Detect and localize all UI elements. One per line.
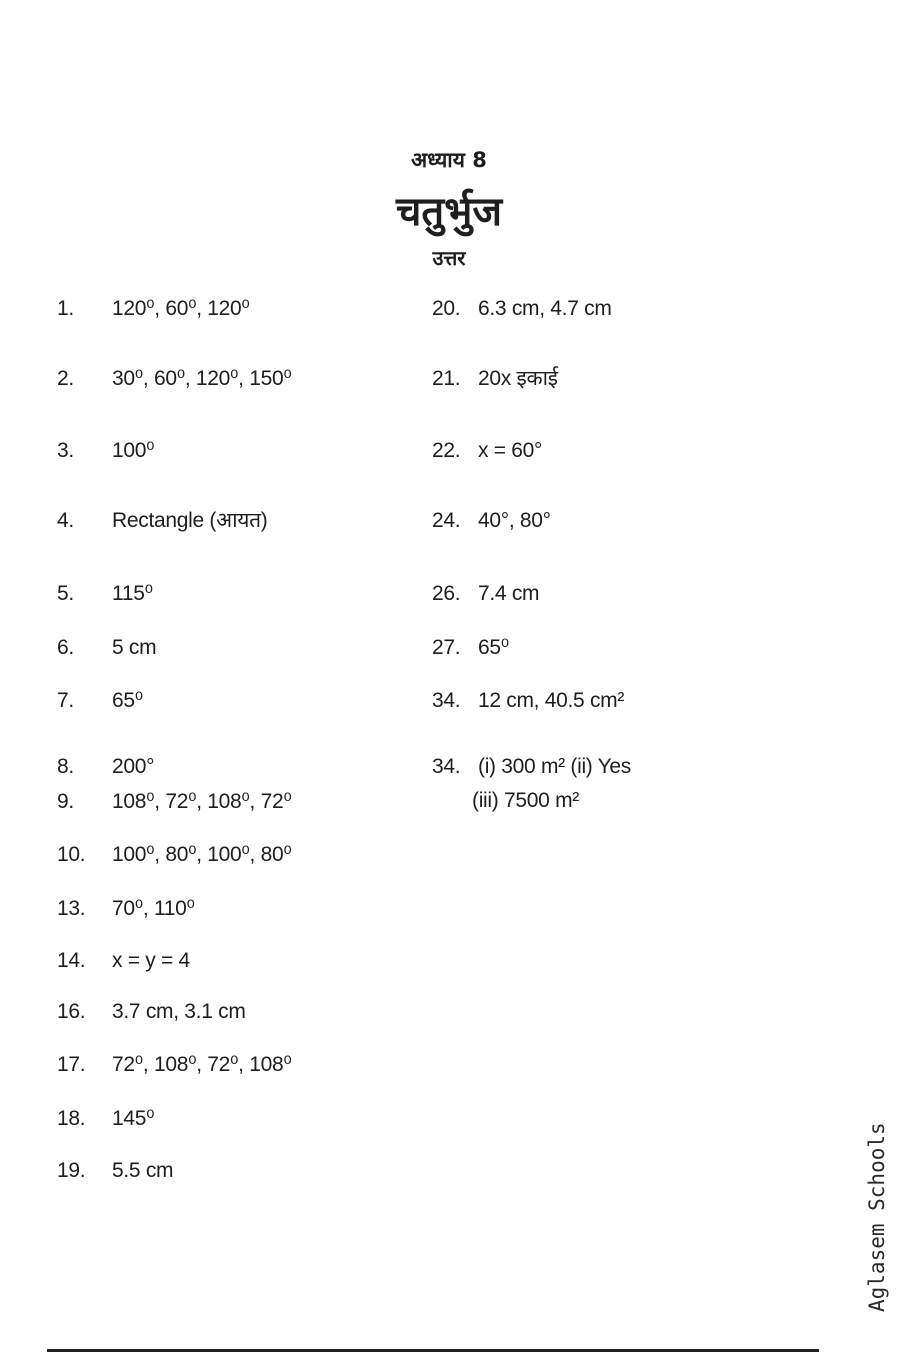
answer-number: 22.	[432, 439, 461, 462]
answer-text: 5.5 cm	[112, 1159, 174, 1182]
answer-text: 108⁰, 72⁰, 108⁰, 72⁰	[112, 790, 292, 813]
answer-text: 200°	[112, 755, 155, 778]
answer-text: 65⁰	[112, 689, 143, 712]
answer-number: 20.	[432, 297, 461, 320]
answer-number: 5.	[57, 582, 74, 605]
answer-text: x = 60°	[478, 439, 543, 462]
answer-number: 14.	[57, 949, 86, 972]
answer-number: 9.	[57, 790, 74, 813]
answer-number: 8.	[57, 755, 74, 778]
answer-text: 100⁰, 80⁰, 100⁰, 80⁰	[112, 843, 292, 866]
answers-heading: उत्तर	[432, 246, 466, 270]
answer-text: 100⁰	[112, 439, 155, 462]
chapter-title: चतुर्भुज	[396, 189, 502, 235]
answer-text: 30⁰, 60⁰, 120⁰, 150⁰	[112, 367, 292, 390]
answer-number: 4.	[57, 509, 74, 532]
answer-number: 17.	[57, 1053, 86, 1076]
answer-number: 21.	[432, 367, 461, 390]
answer-text: 145⁰	[112, 1107, 155, 1130]
answer-text: (i) 300 m² (ii) Yes	[478, 755, 632, 778]
answer-number: 10.	[57, 843, 86, 866]
answer-text: Rectangle (आयत)	[112, 509, 268, 532]
answer-text: 120⁰, 60⁰, 120⁰	[112, 297, 250, 320]
answer-text: 65⁰	[478, 636, 509, 659]
answer-text: 40°, 80°	[478, 509, 551, 532]
answer-text: 12 cm, 40.5 cm²	[478, 689, 625, 712]
answer-number: 6.	[57, 636, 74, 659]
answer-text: x = y = 4	[112, 949, 190, 972]
chapter-number: अध्याय 8	[411, 148, 487, 172]
answer-text: 20x इकाई	[478, 367, 558, 390]
answer-continuation: (iii) 7500 m²	[472, 789, 579, 812]
answer-number: 16.	[57, 1000, 86, 1023]
answer-text: 7.4 cm	[478, 582, 540, 605]
answer-number: 2.	[57, 367, 74, 390]
answer-text: 72⁰, 108⁰, 72⁰, 108⁰	[112, 1053, 292, 1076]
answer-text: 115⁰	[112, 582, 153, 605]
answer-number: 19.	[57, 1159, 86, 1182]
answer-number: 26.	[432, 582, 461, 605]
answer-text: 6.3 cm, 4.7 cm	[478, 297, 612, 320]
answer-number: 34.	[432, 689, 461, 712]
answer-number: 13.	[57, 897, 86, 920]
footer-rule	[47, 1349, 819, 1352]
answer-number: 34.	[432, 755, 461, 778]
answer-text: 3.7 cm, 3.1 cm	[112, 1000, 246, 1023]
watermark: Aglasem Schools	[865, 1122, 889, 1312]
answer-text: 5 cm	[112, 636, 157, 659]
answer-number: 18.	[57, 1107, 86, 1130]
answer-number: 24.	[432, 509, 461, 532]
answer-text: 70⁰, 110⁰	[112, 897, 195, 920]
answer-number: 7.	[57, 689, 74, 712]
answer-number: 1.	[57, 297, 74, 320]
answer-number: 27.	[432, 636, 461, 659]
answer-number: 3.	[57, 439, 74, 462]
